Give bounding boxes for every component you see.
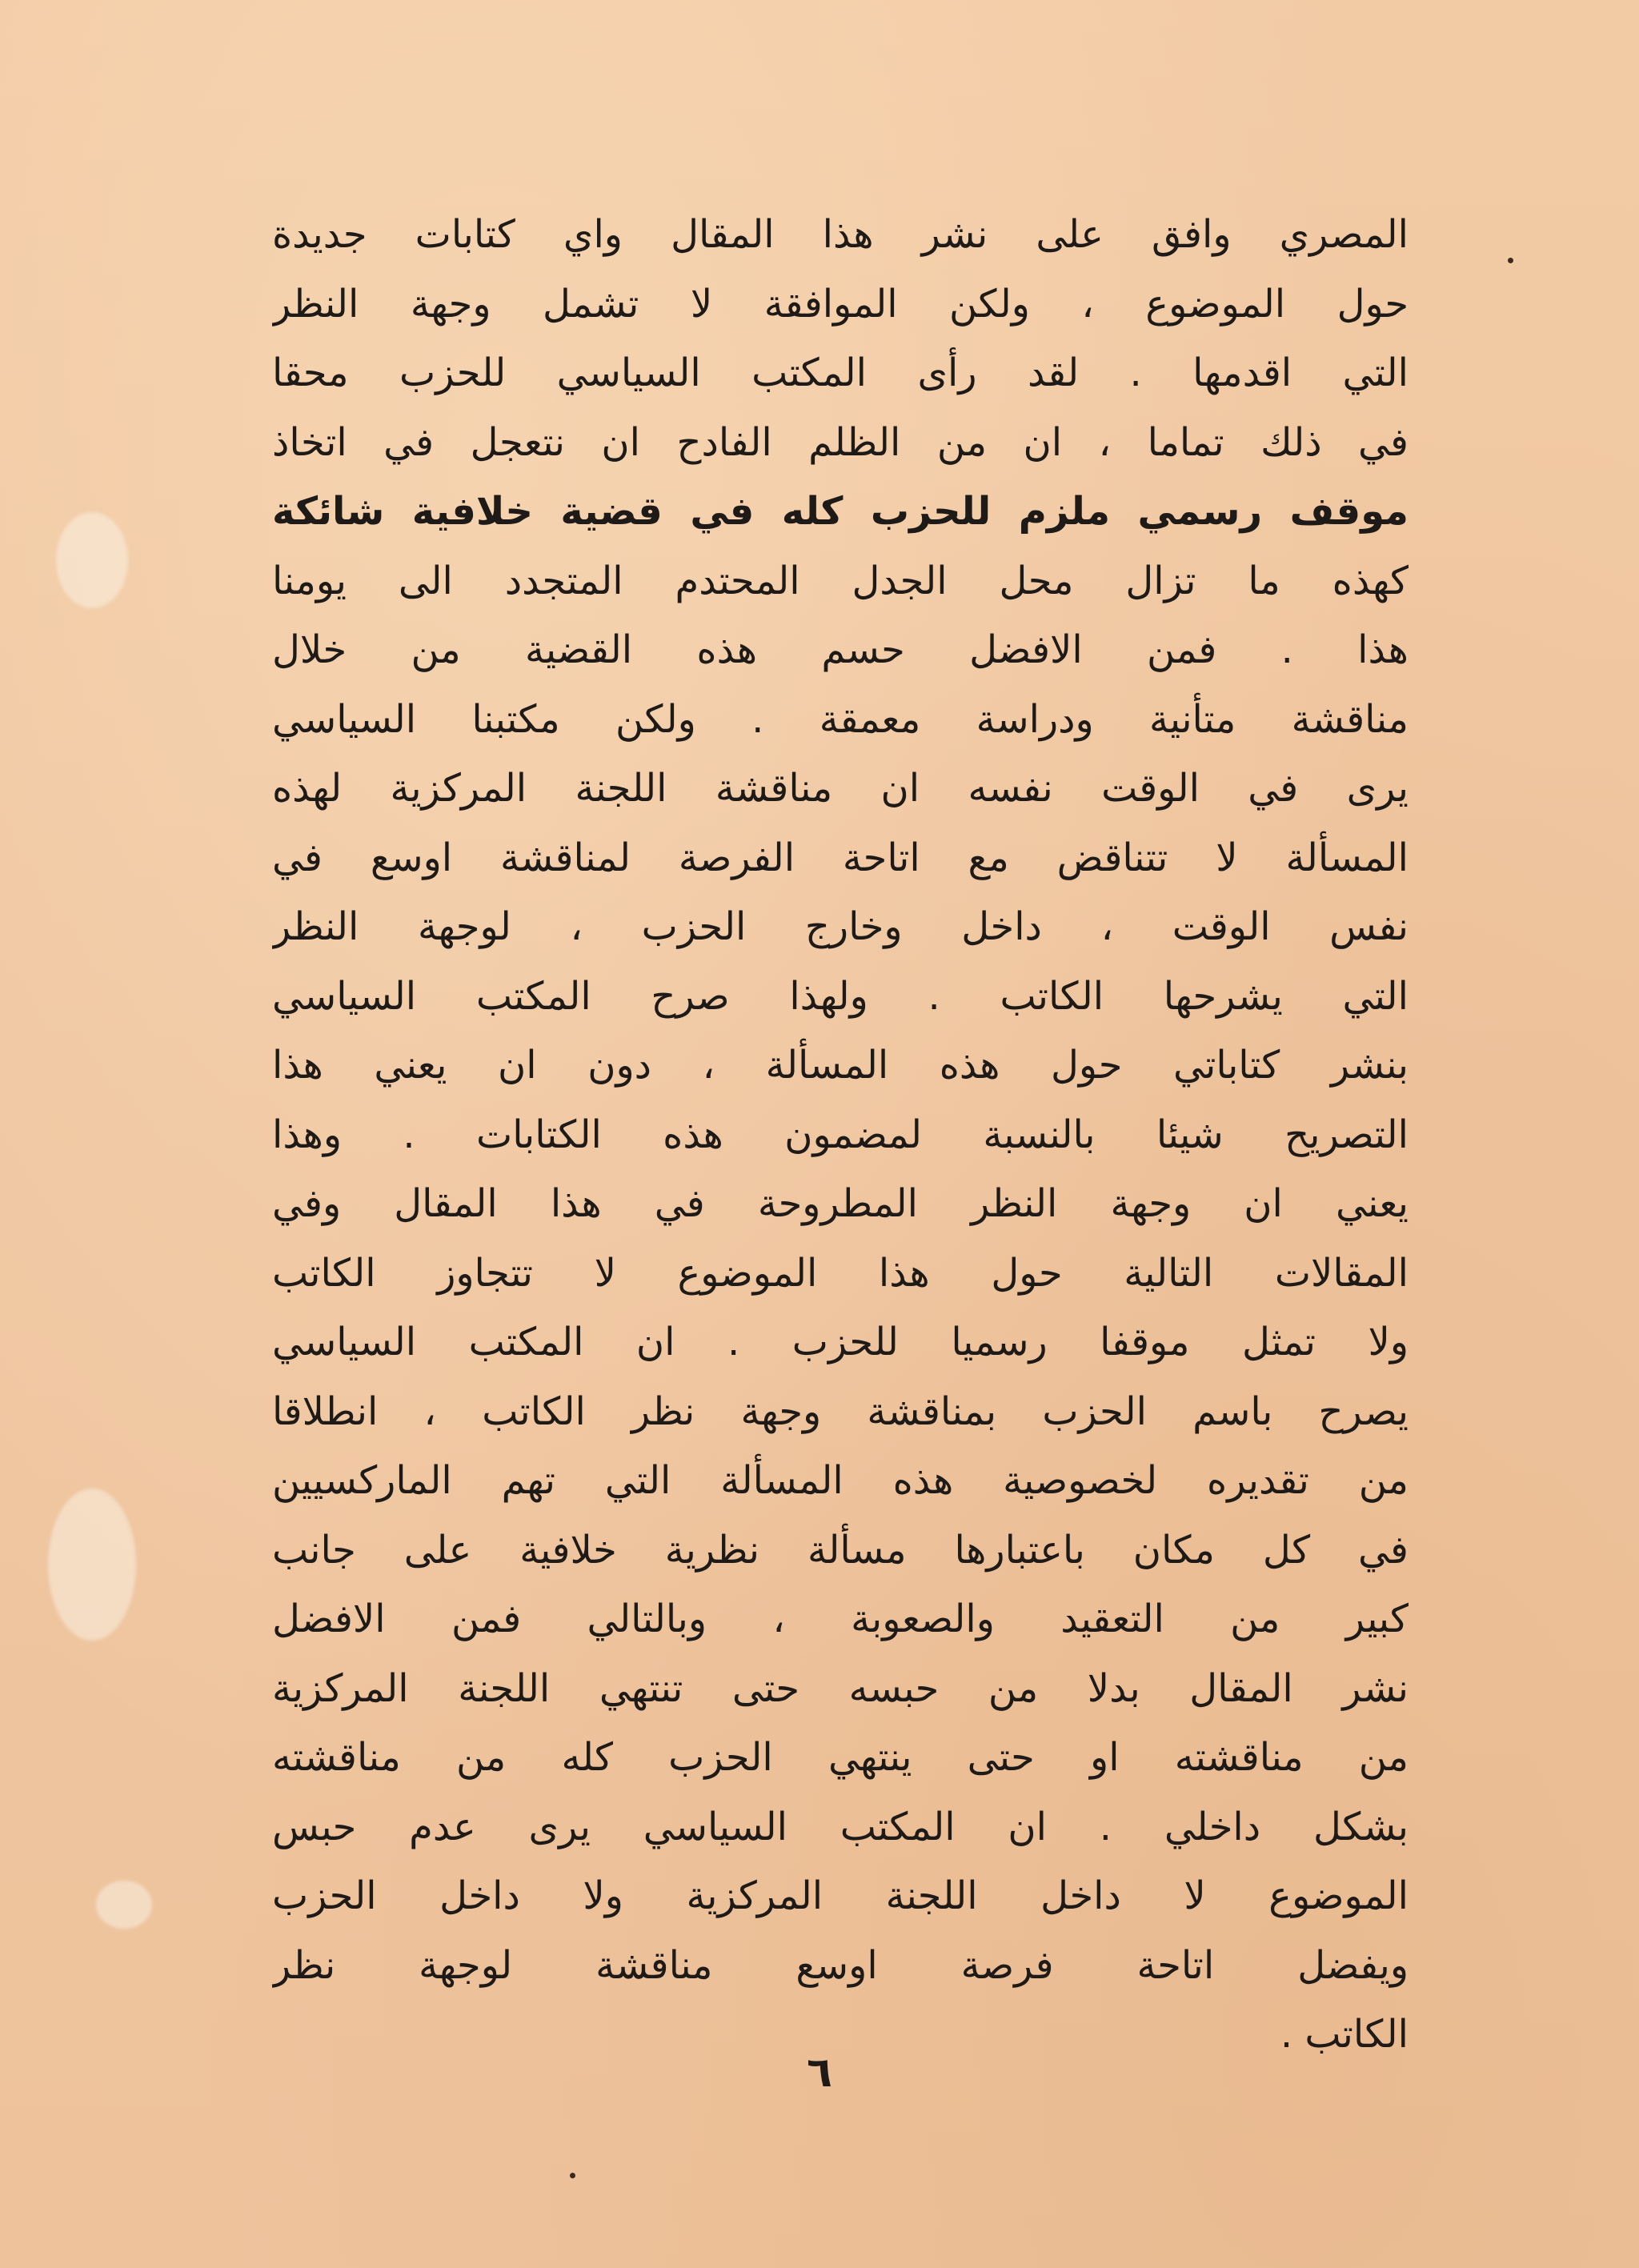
text-line: في ذلك تماما ، ان من الظلم الفادح ان نتعجل في اتخاذ — [272, 419, 1409, 465]
text-line: بشكل داخلي . ان المكتب السياسي يرى عدم حبس — [272, 1804, 1409, 1849]
text-line: التي يشرحها الكاتب . ولهذا صرح المكتب السياسي — [272, 973, 1409, 1019]
text-line: ويفضل اتاحة فرصة اوسع مناقشة لوجهة نظر — [272, 1942, 1409, 1988]
text-line: نشر المقال بدلا من حبسه حتى تنتهي اللجنة المركزية — [272, 1665, 1409, 1711]
text-line: ولا تمثل موقفا رسميا للحزب . ان المكتب السياسي — [272, 1320, 1409, 1364]
text-line: في كل مكان باعتبارها مسألة نظرية خلافية على جانب — [272, 1527, 1409, 1573]
text-line-bold: موقف رسمي ملزم للحزب كله في قضية خلافية شائكة — [272, 489, 1409, 534]
text-line: بنشر كتاباتي حول هذه المسألة ، دون ان يعني هذا — [272, 1043, 1409, 1088]
ink-speck — [570, 2173, 575, 2178]
text-line: كبير من التعقيد والصعوبة ، وبالتالي فمن الافضل — [272, 1597, 1409, 1641]
text-line: من تقديره لخصوصية هذه المسألة التي تهم الماركسيين — [272, 1458, 1409, 1503]
text-line: المسألة لا تتناقض مع اتاحة الفرصة لمناقشة اوسع في — [272, 835, 1409, 880]
text-line: الموضوع لا داخل اللجنة المركزية ولا داخل الحزب — [272, 1873, 1409, 1918]
text-line: يرى في الوقت نفسه ان مناقشة اللجنة المركزية لهذه — [272, 766, 1409, 811]
text-line: المصري وافق على نشر هذا المقال واي كتابات جديدة — [272, 212, 1409, 257]
text-line: التي اقدمها . لقد رأى المكتب السياسي للحزب محقا — [272, 351, 1409, 395]
text-line: يعني ان وجهة النظر المطروحة في هذا المقال وفي — [272, 1181, 1409, 1226]
text-line-last: الكاتب . — [1280, 2012, 1409, 2057]
text-line: مناقشة متأنية ودراسة معمقة . ولكن مكتبنا السياسي — [272, 696, 1409, 742]
text-line: المقالات التالية حول هذا الموضوع لا تتجاوز الكاتب — [272, 1250, 1409, 1296]
paper-stain — [96, 1881, 152, 1929]
body-text — [272, 200, 1409, 2070]
text-line: يصرح باسم الحزب بمناقشة وجهة نظر الكاتب ، انطلاقا — [272, 1388, 1409, 1434]
text-line: من مناقشته او حتى ينتهي الحزب كله من مناقشته — [272, 1735, 1409, 1780]
text-line: نفس الوقت ، داخل وخارج الحزب ، لوجهة النظر — [272, 904, 1409, 949]
page-number: ٦ — [807, 2049, 832, 2097]
paper-stain — [48, 1489, 136, 1641]
ink-speck — [1508, 258, 1513, 263]
text-line: حول الموضوع ، ولكن الموافقة لا تشمل وجهة النظر — [272, 281, 1409, 327]
text-line: هذا . فمن الافضل حسم هذه القضية من خلال — [272, 627, 1409, 672]
text-line: كهذه ما تزال محل الجدل المحتدم المتجدد الى يومنا — [272, 558, 1409, 603]
text-line: التصريح شيئا بالنسبة لمضمون هذه الكتابات . وهذا — [272, 1112, 1409, 1157]
paper-stain — [56, 512, 128, 608]
